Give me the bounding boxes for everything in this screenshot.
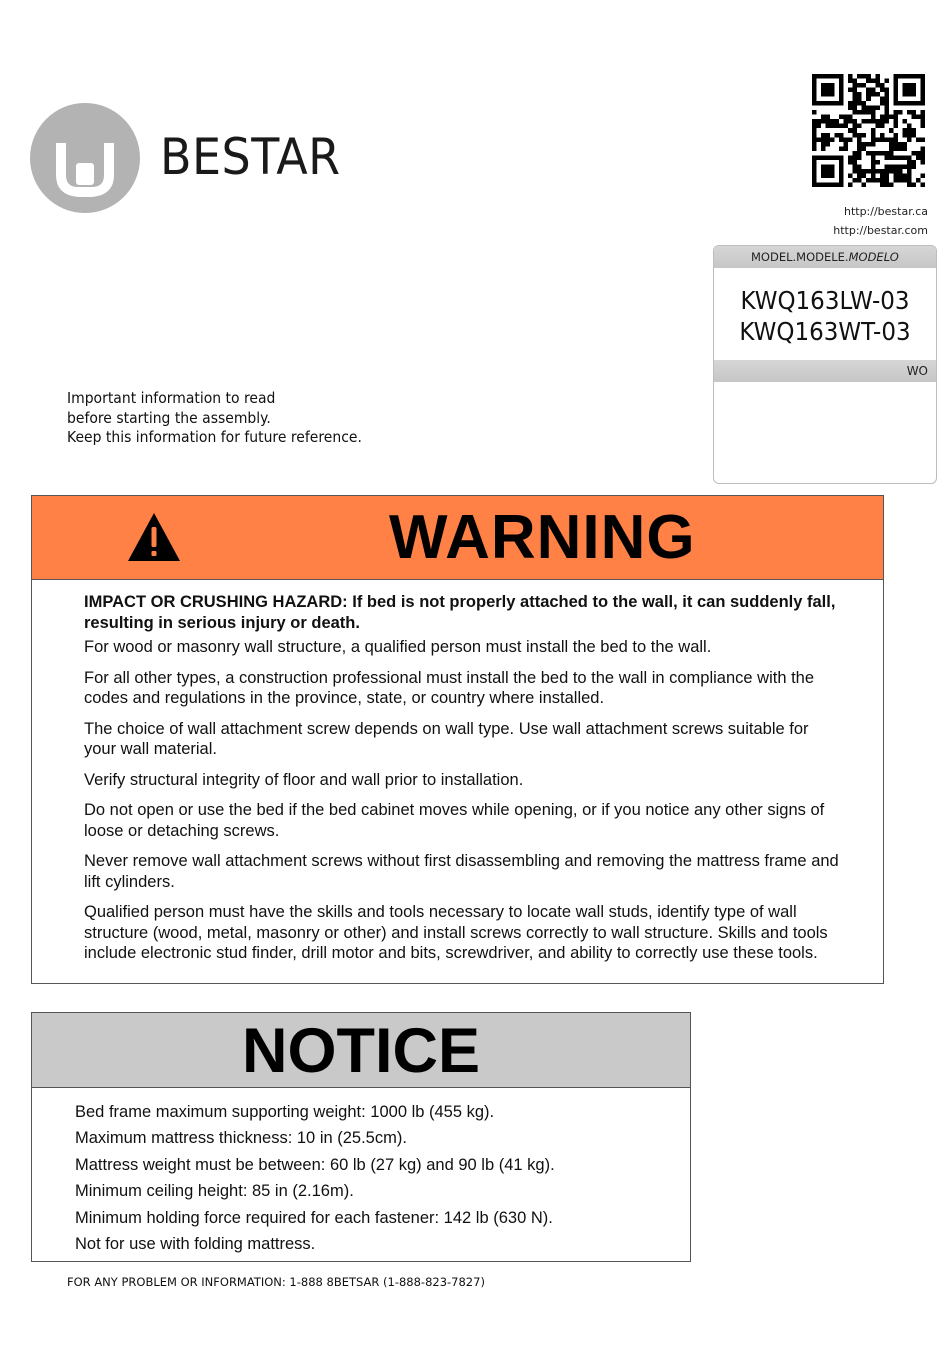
warning-paragraph: For wood or masonry wall structure, a qualified person must install the bed to the wall. [84, 638, 712, 656]
notice-item: Minimum holding force required for each fastener: 142 lb (630 N). [75, 1208, 553, 1227]
wo-header [714, 360, 936, 382]
hazard-statement: IMPACT OR CRUSHING HAZARD: If bed is not properly attached to the wall, it can suddenly fall, resulting in serious injury or death. [84, 593, 836, 632]
notice-item: Maximum mattress thickness: 10 in (25.5cm). [75, 1129, 407, 1148]
warning-title: WARNING [389, 503, 696, 572]
model-number-lw: KWQ163LW-03 [740, 286, 910, 315]
notice-item: Not for use with folding mattress. [75, 1235, 316, 1254]
warning-paragraph: Never remove wall attachment screws without first disassembling and removing the mattress frame and lift cylinders. [84, 852, 839, 891]
warning-header [32, 496, 883, 580]
model-header-label: MODEL.MODELE.MODELO [751, 250, 899, 264]
notice-header [32, 1013, 690, 1088]
qr-code-icon [812, 74, 925, 187]
warning-paragraph: Do not open or use the bed if the bed cabinet moves while opening, or if you notice any other signs of loose or detaching screws. [84, 801, 825, 840]
model-number-wt: KWQ163WT-03 [739, 317, 911, 346]
warning-triangle-icon [126, 511, 182, 563]
model-header [714, 246, 936, 268]
warning-paragraph: Verify structural integrity of floor and wall prior to installation. [84, 770, 524, 789]
warning-box [31, 495, 884, 984]
url-bestar-com[interactable]: http://bestar.com [833, 224, 928, 237]
intro-text [67, 389, 362, 448]
warning-body [84, 592, 844, 974]
intro-line: before starting the assembly. [67, 408, 271, 427]
notice-item: Minimum ceiling height: 85 in (2.16m). [75, 1182, 354, 1201]
wo-label: WO [906, 364, 928, 378]
notice-item: Bed frame maximum supporting weight: 1000 lb (455 kg). [75, 1103, 495, 1121]
notice-box [31, 1012, 691, 1262]
model-box [713, 245, 937, 484]
notice-list [75, 1099, 555, 1257]
warning-paragraph: Qualified person must have the skills and tools necessary to locate wall studs, identify type of wall structure (wood, metal, masonry or other) and install screws correctly to wall structure. Skills and tools include electronic stud finder, drill motor and bits, screwdriver, and ability to correctly use these tools. [84, 903, 828, 962]
intro-line: Important information to read [67, 389, 276, 407]
warning-paragraph: For all other types, a construction professional must install the bed to the wall in compliance with the codes and regulations in the province, state, or country where installed. [84, 668, 815, 707]
notice-item: Mattress weight must be between: 60 lb (27 kg) and 90 lb (41 kg). [75, 1155, 555, 1174]
brand-name: BESTAR [160, 128, 341, 186]
notice-title: NOTICE [241, 1016, 480, 1086]
url-bestar-ca[interactable]: http://bestar.ca [843, 205, 928, 218]
bestar-logo-icon [30, 103, 140, 213]
intro-line: Keep this information for future reference. [67, 428, 362, 446]
contact-footer: FOR ANY PROBLEM OR INFORMATION: 1-888 8BETSAR (1-888-823-7827) [67, 1275, 485, 1289]
warning-paragraph: The choice of wall attachment screw depends on wall type. Use wall attachment screws suitable for your wall material. [84, 719, 809, 758]
